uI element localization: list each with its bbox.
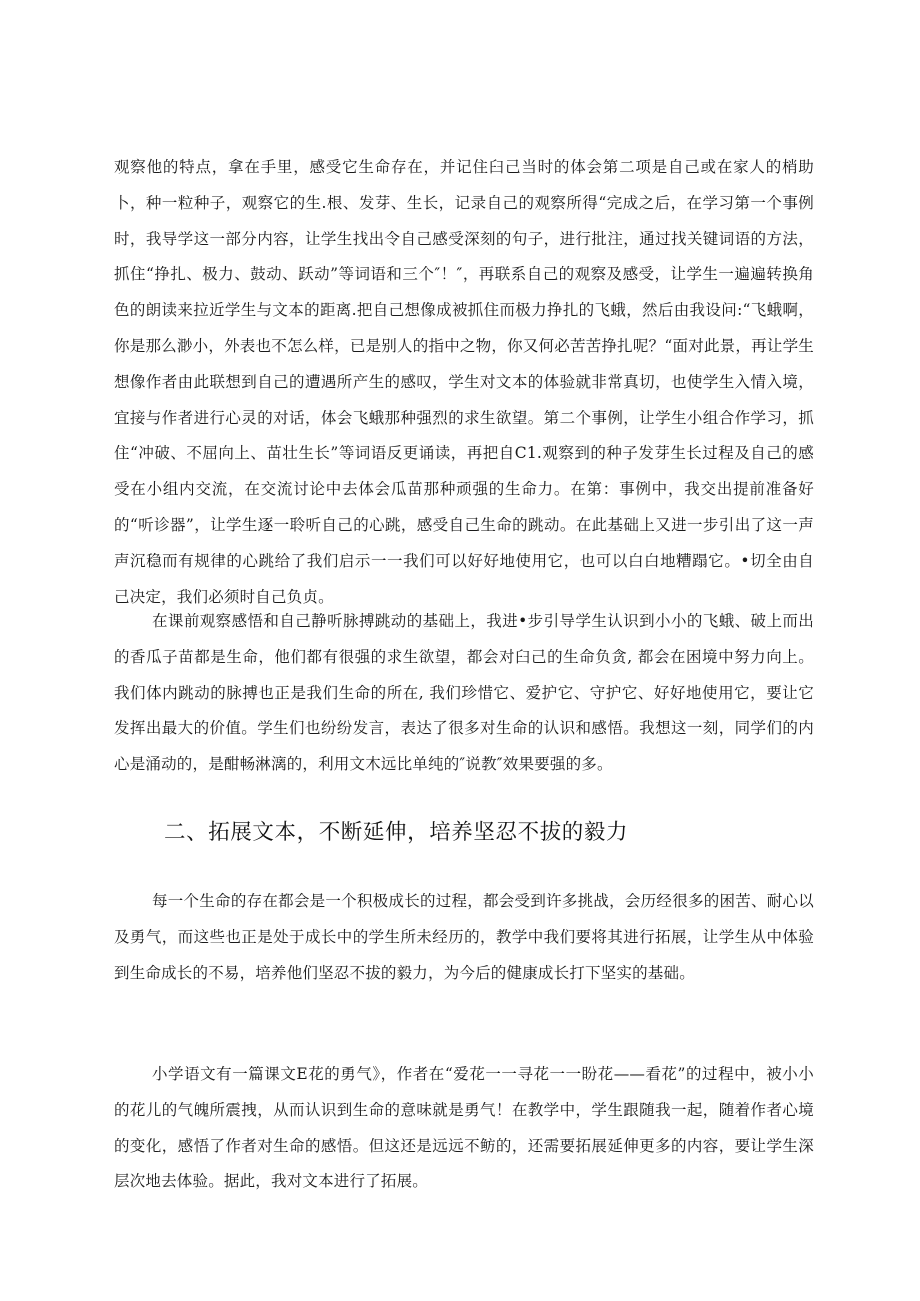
paragraph-flower-courage xyxy=(114,1057,814,1200)
paragraph-text: 观察他的特点，拿在手里，感受它生命存在，并记住臼己当时的体会第二项是自己或在家人的梢助卜，种一粒种子，观察它的生.根、发芽、生长，记录自己的观察所得“完成之后，在学习第一个事例时，我导学这一部分内容，让学生找出令自己感受深刻的句子，进行批注，通过找关键词语的方法，抓住“挣扎、极力、鼓动、跃动”等词语和三个″！″，再联系自己的观察及感受，让学生一遍遍转换角色的朗读来拉近学生与文本的距离.把自己想像成被抓住而极力挣扎的飞蛾，然后由我设问:“飞蛾啊，你是那么渺小，外表也不怎么样，已是别人的指中之物，你又何必苦苦挣扎呢？“面对此景，再让学生想像作者由此联想到自己的遭遇所产生的感叹，学生对文本的体验就非常真切，也使学生入情入境，宜接与作者进行心灵的对话，体会飞蛾那种强烈的求生欲望。第二个事例，让学生小组合作学习，抓住“冲破、不屈向上、苗壮生长”等词语反更诵读，再把自C1.观察到的种子发芽生长过程及自己的感受在小组内交流，在交流讨论中去体会瓜苗那种顽强的生命力。在第：事例中，我交出提前准备好的“听诊器”，让学生逐一聆听自己的心跳，感受自己生命的跳动。在此基础上又进一步引出了这一声声沉稳而有规律的心跳给了我们启示一一我们可以好好地使用它，也可以白白地糟蹋它。•切全由自己决定，我们必须时自己负贞。 xyxy=(114,158,814,606)
paragraph-observation-activities xyxy=(114,150,814,615)
paragraph-text: 每一个生命的存在都会是一个积极成长的过程，都会受到许多挑战，会历经很多的困苦、耐心以及勇气，而这些也正是处于成长中的学生所未经历的，教学中我们要将其进行拓展，让学生从中体验到生命成长的不易，培养他们坚忍不拔的毅力，为今后的健康成长打下坚实的基础。 xyxy=(114,892,814,982)
paragraph-life-awareness xyxy=(114,604,814,783)
paragraph-text: 小学语文有一篇课文E花的勇气》，作者在“爱花一一寻花一一盼花——看花”的过程中，被小小的花儿的气魄所震拽，从而认识到生命的意味就是勇气！在教学中，学生跟随我一起，随着作者心境的变化，感悟了作者对生命的感悟。但这还是远远不鲂的，还需要拓展延伸更多的内容，要让学生深层次地去体验。据此，我对文本进行了拓展。 xyxy=(114,1065,814,1191)
paragraph-text: 在课前观察感悟和自己静听脉搏跳动的基础上，我进•步引导学生认识到小小的飞蛾、破上而出的香瓜子苗都是生命，他们都有很强的求生欲望，都会对臼己的生命负贪, 都会在困境中努力向上。我们体内跳动的脉搏也正是我们生命的所在, 我们珍惜它、爱护它、守护它、好好地使用它，要让它发挥出最大的价值。学生们也纷纷发言，表达了很多对生命的认识和感悟。我想这一刻，同学们的内心是涌动的，是酣畅淋漓的，利用文木远比单纯的″说教″效果要强的多。 xyxy=(114,612,814,774)
section-heading: 二、拓展文本，不断延伸，培养坚忍不拔的毅力 xyxy=(164,820,629,845)
paragraph-growth-challenges xyxy=(114,884,814,991)
